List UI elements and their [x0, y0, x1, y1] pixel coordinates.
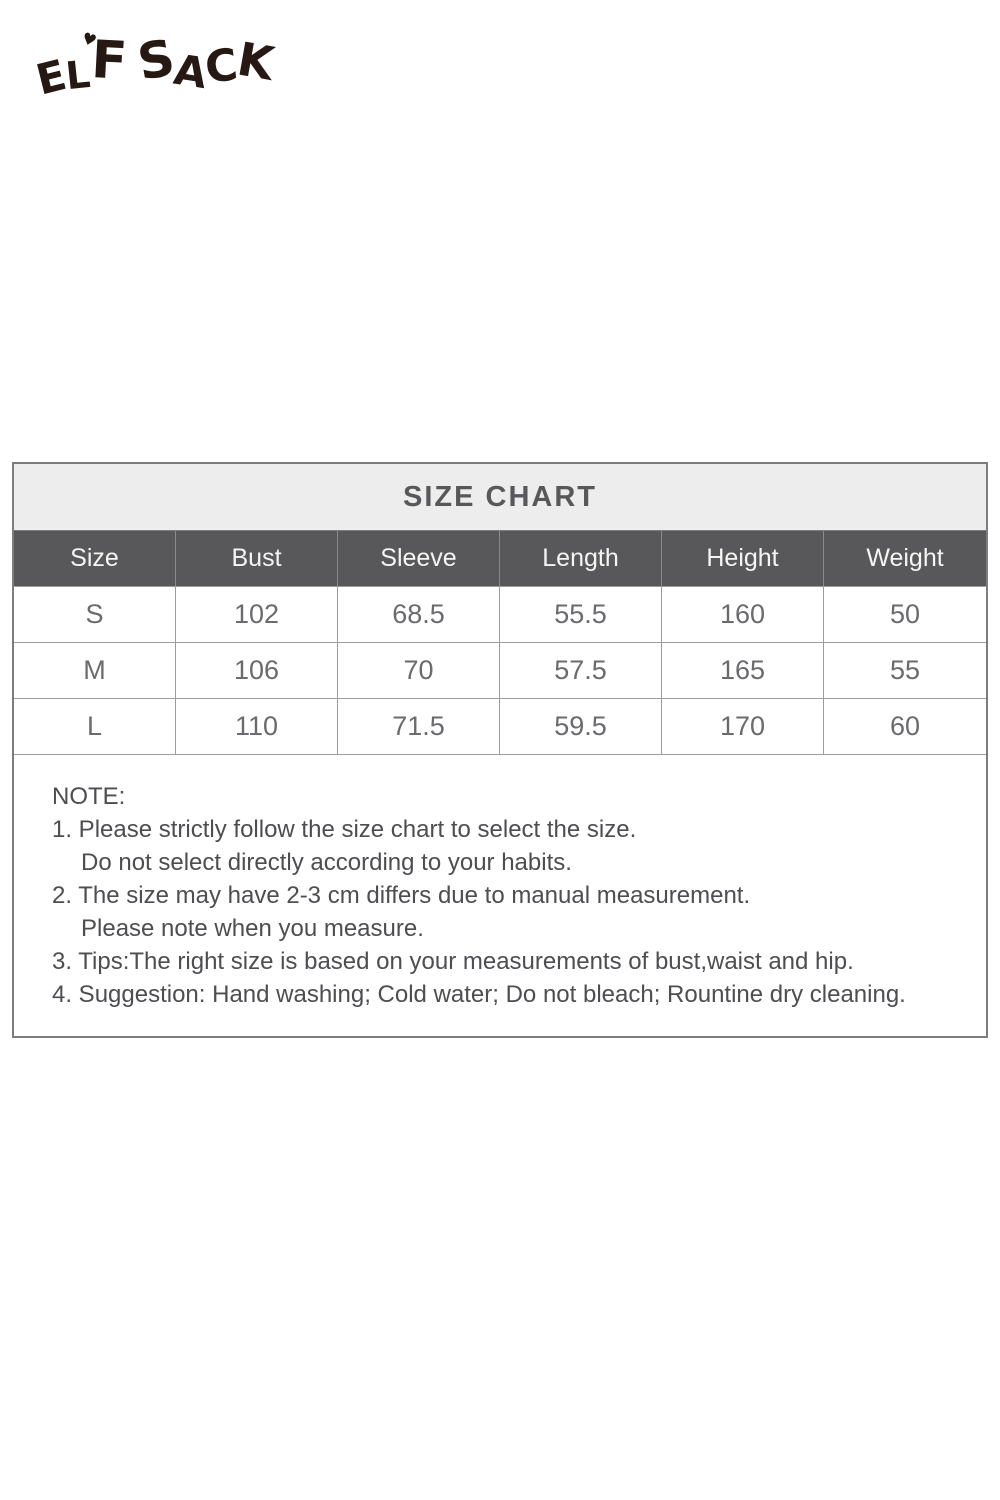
table-cell: 160 — [662, 587, 824, 642]
note-heading: NOTE: — [52, 783, 126, 810]
logo-letter: L — [63, 51, 93, 98]
logo-letter: C — [202, 39, 241, 95]
table-cell: 55 — [889, 655, 921, 685]
column-header-sleeve: Sleeve — [338, 531, 500, 586]
logo-letter: S — [133, 28, 180, 92]
table-cell: 102 — [176, 587, 338, 642]
note-line: Please note when you measure. — [81, 915, 424, 942]
table-cell: 106 — [176, 643, 338, 698]
column-header-length: Length — [500, 531, 662, 586]
note-line: 1. Please strictly follow the size chart to select the size. — [52, 816, 637, 843]
column-header-weight: Weight — [866, 544, 944, 572]
table-cell: L — [14, 699, 176, 754]
note-line: 2. The size may have 2-3 cm differs due to manual measurement. — [52, 882, 751, 909]
table-cell: 60 — [889, 711, 921, 741]
table-cell: S — [14, 587, 176, 642]
table-cell: 71.5 — [338, 699, 500, 754]
table-cell: 170 — [662, 699, 824, 754]
note-line: Do not select directly according to your habits. — [81, 849, 572, 876]
table-cell: 59.5 — [500, 699, 662, 754]
column-header-bust: Bust — [176, 531, 338, 586]
logo-letter: K — [233, 31, 279, 92]
logo-letter: F — [89, 30, 129, 92]
logo-letter: E — [31, 50, 72, 105]
note-line: 3. Tips:The right size is based on your measurements of bust,waist and hip. — [52, 948, 854, 975]
table-row-m — [14, 642, 986, 698]
logo-letter: A — [171, 44, 211, 99]
table-row-l — [14, 698, 986, 754]
column-header-size: Size — [14, 531, 176, 586]
table-cell: 110 — [176, 699, 338, 754]
table-header-row — [14, 530, 986, 586]
table-cell: 57.5 — [500, 643, 662, 698]
brand-logo — [31, 28, 279, 105]
table-cell: 55.5 — [500, 587, 662, 642]
table-cell: 68.5 — [338, 587, 500, 642]
note-line: 4. Suggestion: Hand washing; Cold water; Do not bleach; Rountine dry cleaning. — [52, 981, 906, 1008]
size-chart-panel — [12, 462, 988, 1038]
table-cell: 50 — [889, 599, 921, 629]
table-cell: M — [14, 643, 176, 698]
size-chart-title: SIZE CHART — [14, 464, 986, 530]
table-row-s — [14, 586, 986, 642]
table-cell: 165 — [662, 643, 824, 698]
note-section — [14, 754, 986, 1036]
column-header-height: Height — [662, 531, 824, 586]
table-cell: 70 — [338, 643, 500, 698]
